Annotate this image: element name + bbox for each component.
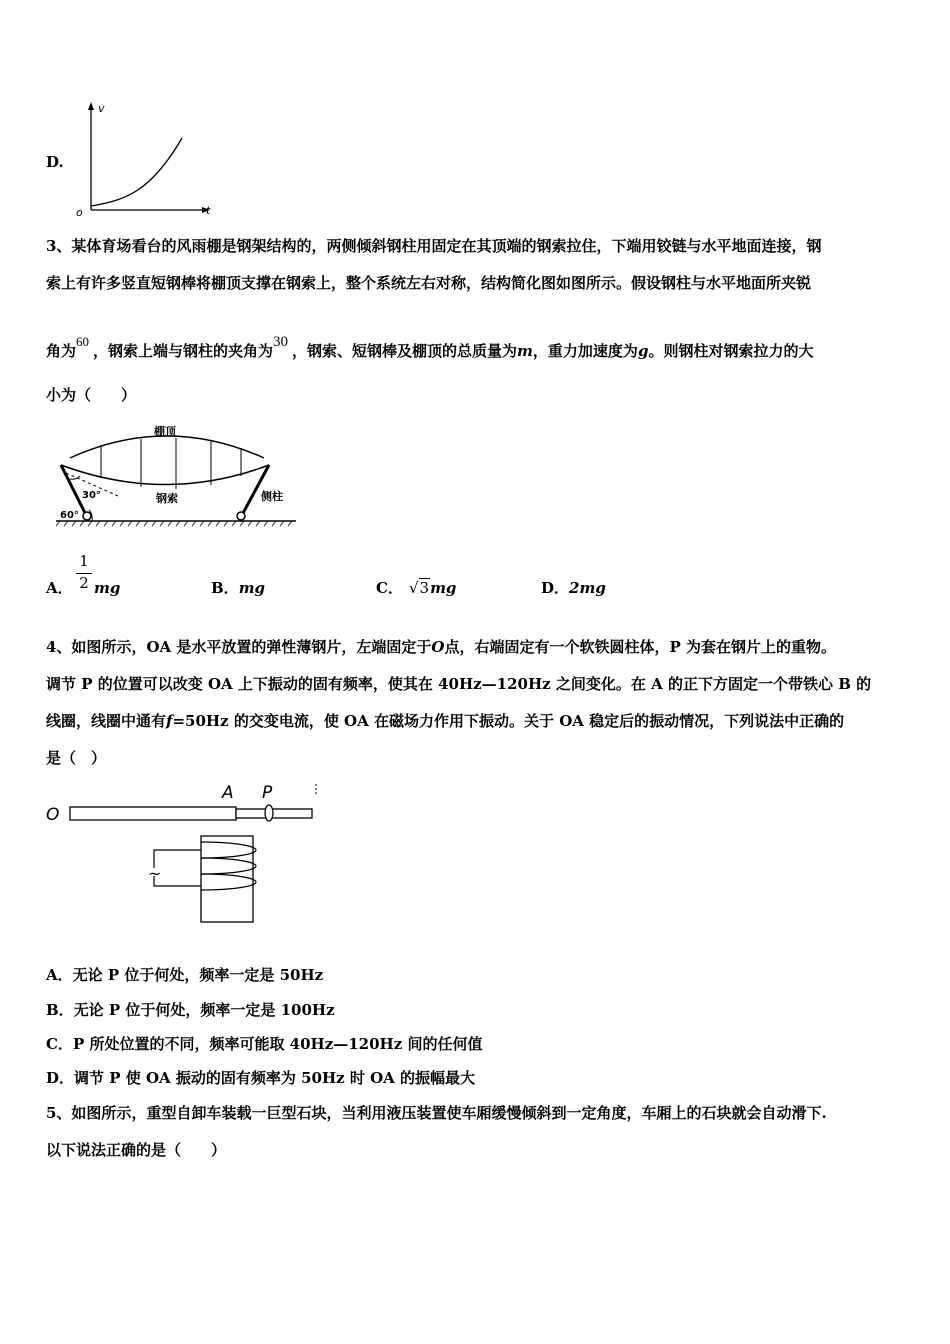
var-m: m: [517, 342, 533, 360]
label-a: A: [222, 783, 234, 803]
cable: [61, 465, 269, 485]
var-g: g: [637, 342, 649, 360]
q4-line-2: 调节 P 的位置可以改变 OA 上下振动的固有频率，使其在 40Hz—120Hz 之间变化。在 A 的正下方固定一个带铁心 B 的: [46, 675, 872, 693]
q3-canopy-figure: [56, 418, 306, 530]
iron-core-b: [201, 836, 253, 922]
q3-text: ，钢索、短钢棒及棚顶的总质量为: [292, 342, 518, 360]
q3-option-d: [541, 578, 606, 598]
q3-text: 角为: [46, 342, 77, 360]
q3-text: ，钢索上端与钢柱的夹角为: [93, 342, 274, 360]
option-label: D．: [541, 579, 570, 597]
option-a-mg: mg: [94, 579, 121, 597]
roof-arc: [70, 436, 264, 458]
iron-cylinder: [236, 809, 312, 818]
option-label: B．: [211, 579, 239, 597]
fraction-1-2: [76, 552, 92, 592]
origin-label: o: [76, 206, 83, 219]
ac-source-symbol: ~: [148, 864, 162, 883]
q4-text: 4、如图所示，OA 是水平放置的弹性薄钢片，左端固定于: [46, 638, 432, 656]
q3-option-c: [376, 578, 456, 598]
angle-30-label: 30°: [82, 490, 101, 501]
q4-text: 点，右端固定有一个软铁圆柱体，P 为套在钢片上的重物。: [444, 638, 836, 656]
steel-strip: [70, 807, 236, 820]
weight-p: [265, 805, 273, 821]
q4-option-a: A．无论 P 位于何处，频率一定是 50Hz: [46, 966, 324, 984]
fraction-denominator: 2: [76, 573, 92, 592]
q4-line-3: [46, 711, 844, 731]
roof-label: 棚顶: [154, 425, 176, 438]
q4-option-b: B．无论 P 位于何处，频率一定是 100Hz: [46, 1001, 335, 1019]
angle-30: 30: [273, 334, 289, 350]
y-axis-arrow: [88, 102, 94, 110]
q3-line-1: 3、某体育场看台的风雨棚是钢架结构的，两侧倾斜钢柱用固定在其顶端的钢索拉住，下端用铰链与水平地面连接，钢: [46, 237, 822, 255]
q3-line-4: 小为（ ）: [46, 386, 137, 404]
angle-60-label: 60°: [60, 510, 79, 521]
q5-line-1: 5、如图所示，重型自卸车装载一巨型石块，当利用液压装置使车厢缓慢倾斜到一定角度，车厢上的石块就会自动滑下.: [46, 1104, 827, 1122]
q3-text: ，重力加速度为: [532, 342, 638, 360]
angle-60: 60: [76, 334, 90, 349]
q3-option-a: [46, 578, 73, 598]
q4-text: =50Hz 的交变电流，使 OA 在磁场力作用下振动。关于 OA 稳定后的振动情况，下列说法中正确的: [172, 712, 845, 730]
label-p: P: [262, 783, 273, 803]
q4-text: 线圈，线圈中通有: [46, 712, 167, 730]
left-hinge: [83, 512, 91, 520]
q3-option-b: [211, 578, 265, 598]
var-f: f: [166, 712, 173, 730]
q4-oscillator-figure: [44, 776, 334, 926]
q3-line-3: [46, 336, 813, 361]
q3-line-2: 索上有许多竖直短钢棒将棚顶支撑在钢索上，整个系统左右对称，结构简化图如图所示。假设钢柱与水平地面所夹锐: [46, 274, 812, 292]
q4-line-4: 是（ ）: [46, 749, 107, 767]
option-c-mg: mg: [430, 579, 457, 597]
q2-option-d-graph: [70, 98, 230, 220]
q5-line-2: 以下说法正确的是（ ）: [46, 1141, 227, 1159]
label-o: O: [46, 805, 60, 825]
option-label: C．: [376, 579, 403, 597]
column-label: 侧柱: [261, 490, 283, 503]
q3-text: 。则钢柱对钢索拉力的大: [648, 342, 814, 360]
q2-option-d-label: D.: [46, 153, 64, 171]
cable-label: 钢索: [156, 492, 178, 505]
sqrt-radicand: 3: [419, 579, 430, 597]
option-label: A．: [46, 579, 73, 597]
sqrt-sign: √: [408, 579, 419, 597]
q4-line-1: [46, 637, 836, 657]
option-b-mg: mg: [238, 579, 266, 597]
q4-option-c: C．P 所处位置的不同，频率可能取 40Hz—120Hz 间的任何值: [46, 1035, 483, 1053]
y-axis-label: v: [98, 102, 105, 115]
right-hinge: [237, 512, 245, 520]
point-o: O: [431, 638, 445, 656]
option-d-2mg: 2mg: [569, 579, 606, 597]
x-axis-label: t: [206, 204, 211, 217]
v-t-curve: [91, 138, 182, 206]
fraction-numerator: 1: [79, 552, 89, 570]
q4-option-d: D．调节 P 使 OA 振动的固有频率为 50Hz 时 OA 的振幅最大: [46, 1069, 476, 1087]
